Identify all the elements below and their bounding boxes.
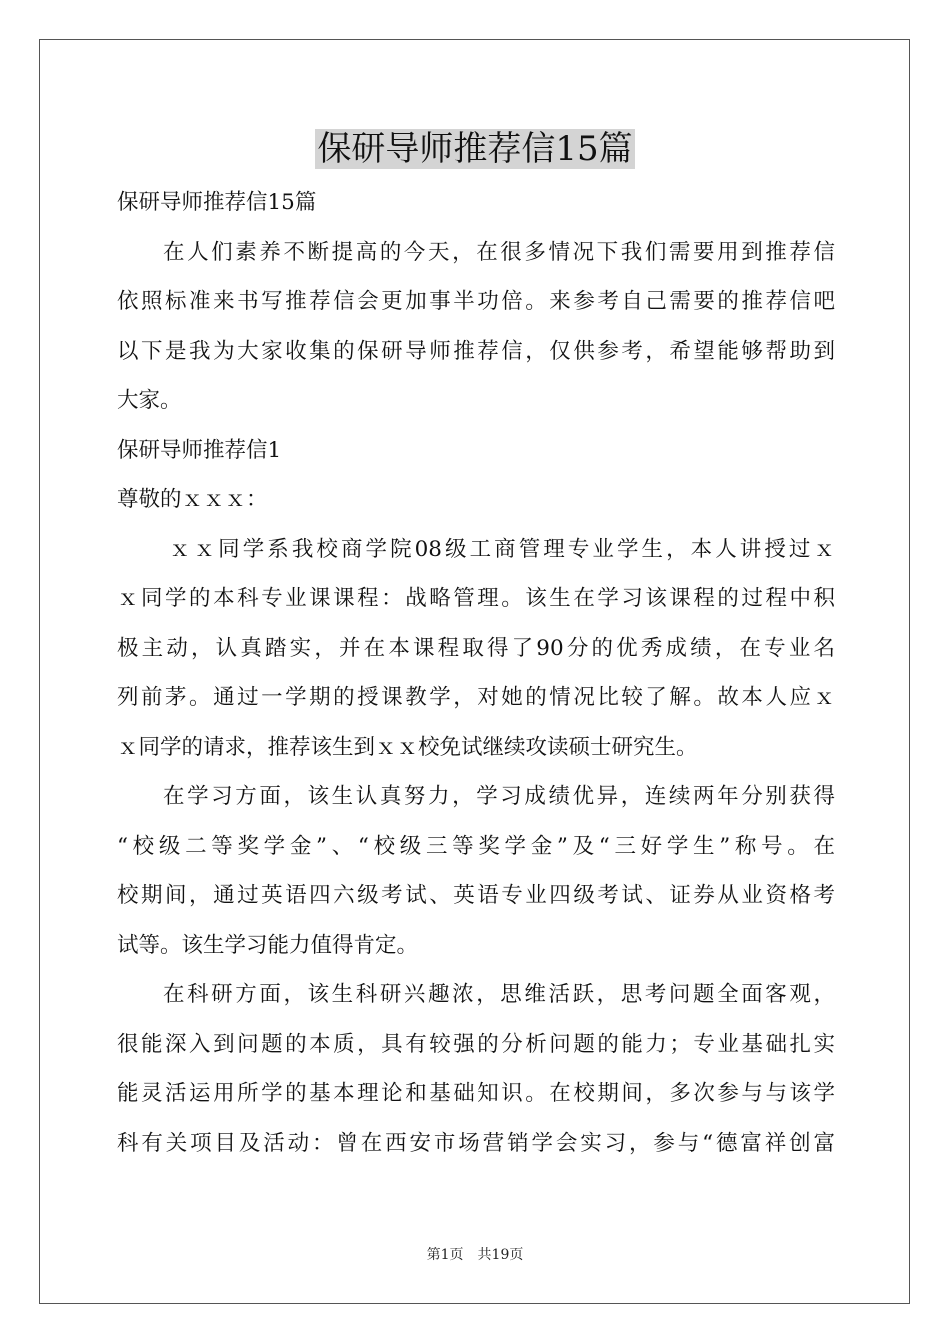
paragraph-line: 极主动，认真踏实，并在本课程取得了90分的优秀成绩，在专业名	[117, 635, 835, 661]
page-footer: 第1页 共19页	[426, 1247, 524, 1263]
paragraph-line: 列前茅。通过一学期的授课教学，对她的情况比较了解。故本人应ｘ	[117, 685, 835, 710]
paragraph-line: 科有关项目及活动：曾在西安市场营销学会实习，参与“德富祥创富	[117, 1130, 835, 1156]
paragraph-line: ｘｘ同学系我校商学院08级工商管理专业学生，本人讲授过ｘ	[169, 536, 835, 562]
paragraph-line: ｘ同学的本科专业课课程：战略管理。该生在学习该课程的过程中积	[117, 586, 835, 611]
document-title	[0, 126, 950, 172]
paragraph-line: 大家。	[117, 388, 182, 413]
paragraph-line: 在学习方面，该生认真努力，学习成绩优异，连续两年分别获得	[163, 784, 835, 809]
subtitle-line: 保研导师推荐信15篇	[117, 190, 317, 215]
paragraph-line: 校期间，通过英语四六级考试、英语专业四级考试、证券从业资格考	[117, 883, 835, 908]
salutation-line: 尊敬的ｘｘｘ：	[117, 487, 268, 512]
paragraph-line: 能灵活运用所学的基本理论和基础知识。在校期间，多次参与与该学	[117, 1081, 835, 1106]
section-heading: 保研导师推荐信1	[117, 437, 282, 463]
paragraph-line: “校级二等奖学金”、“校级三等奖学金”及“三好学生”称号。在	[117, 833, 835, 859]
document-body	[117, 178, 835, 1168]
paragraph-line: ｘ同学的请求，推荐该生到ｘｘ校免试继续攻读硕士研究生。	[117, 734, 698, 760]
paragraph-line: 以下是我为大家收集的保研导师推荐信，仅供参考，希望能够帮助到	[117, 338, 835, 364]
paragraph-line: 在人们素养不断提高的今天，在很多情况下我们需要用到推荐信	[163, 239, 835, 265]
document-title-text: 保研导师推荐信15篇	[317, 129, 633, 169]
paragraph-line: 依照标准来书写推荐信会更加事半功倍。来参考自己需要的推荐信吧	[117, 289, 835, 314]
paragraph-line: 很能深入到问题的本质，具有较强的分析问题的能力；专业基础扎实	[117, 1031, 835, 1057]
paragraph-line: 在科研方面，该生科研兴趣浓，思维活跃，思考问题全面客观，	[163, 982, 835, 1007]
paragraph-line: 试等。该生学习能力值得肯定。	[117, 932, 419, 958]
